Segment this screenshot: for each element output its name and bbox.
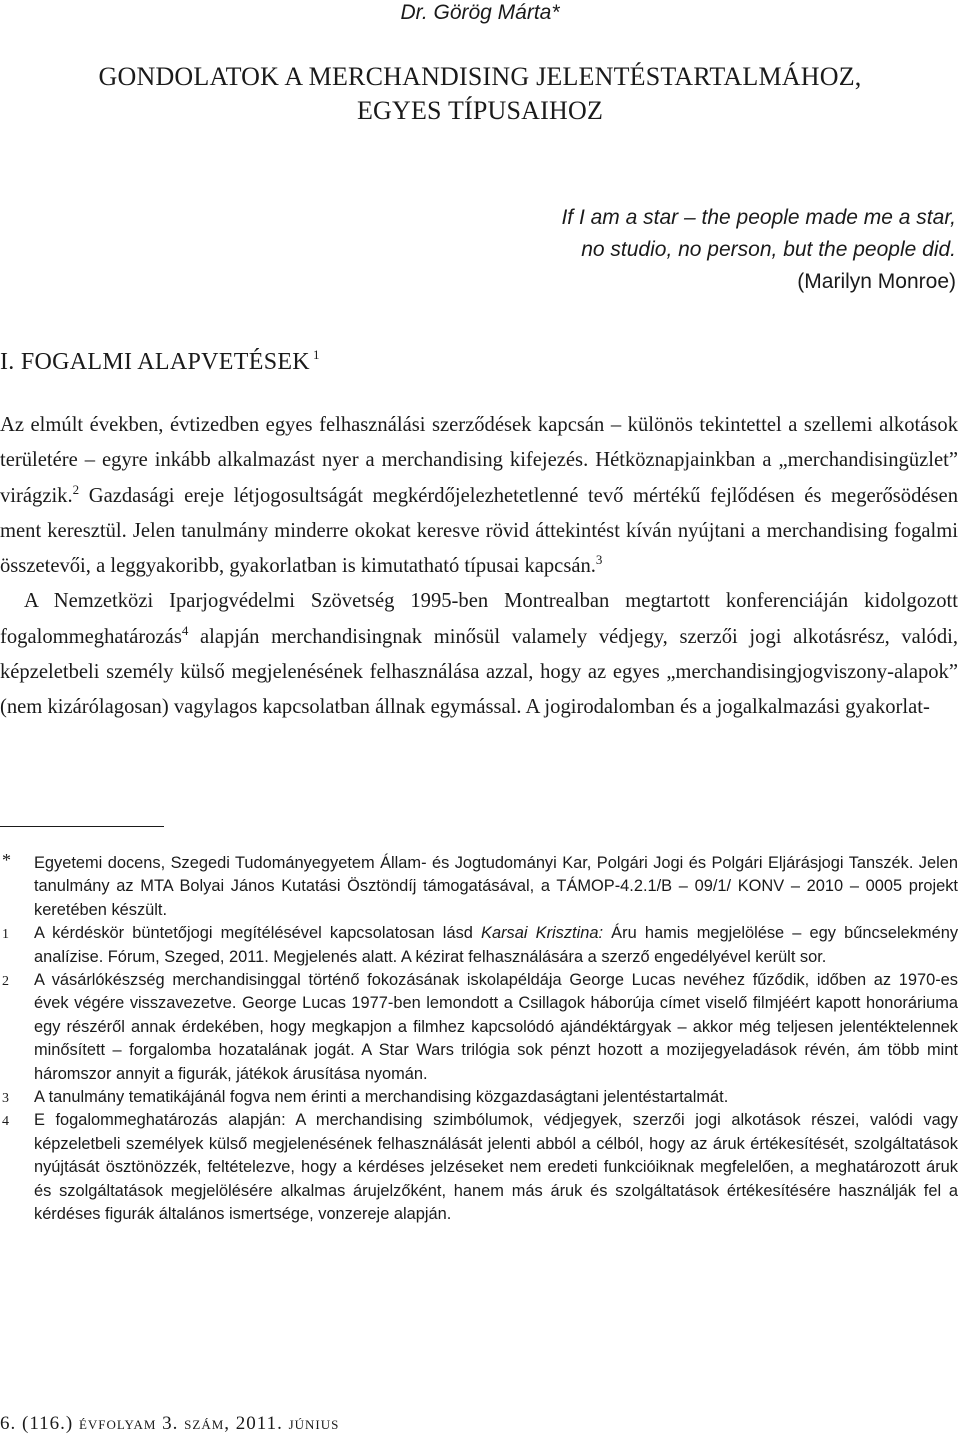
- epigraph-line-2: no studio, no person, but the people did.: [581, 238, 956, 261]
- section-heading-text: I. FOGALMI ALAPVETÉSEK: [0, 349, 310, 375]
- paragraph-1-part-2: Gazdasági ereje létjogosultságát megkérdőjelezhetetlenné tevő mértékű fejlődésen és megerősödésen ment keresztül. Jelen tanulmány minderre okokat keresve rövid áttekintést kíván nyújtani a merchandising fogalmi összetevői, a leggyakoribb, gyakorlatban is kimutatható típusai kapcsán.: [0, 484, 958, 578]
- footnote-3: [0, 1086, 958, 1109]
- footnote-text-part: A kérdéskör büntetőjogi megítélésével kapcsolatosan lásd: [34, 924, 482, 943]
- article-title-line-2: EGYES TÍPUSAIHOZ: [356, 96, 604, 125]
- author-name: Dr. Görög Márta*: [400, 1, 560, 24]
- paragraph-1: [0, 408, 958, 584]
- footnote-ref-2: 2: [72, 481, 80, 497]
- paragraph-2: [0, 584, 958, 725]
- footnote-mark: 3: [2, 1091, 9, 1107]
- footnote-author: [0, 852, 958, 922]
- footnote-mark: 4: [2, 1114, 9, 1130]
- footnote-text: E fogalommeghatározás alapján: A merchandising szimbólumok, védjegyek, szerzői jogi alkotások részei, valódi vagy képzeletbeli személyek külső megjelenésének felhasználását jelenti abból a célból, hogy az áruk értékesítését, szolgáltatások nyújtását ösztönözzék, feltételezve, hogy a kérdéses jelzéseket nem eredeti funkcióiknak megfelelően, a meghatározott áruk és szolgáltatások megjelölésére alkalmas árujelzőként, hanem más áruk és szolgáltatások értékesítésére használják fel a kérdéses figurák általános ismertsége, vonzereje alapján.: [34, 1111, 958, 1224]
- section-heading: [0, 340, 320, 377]
- footnote-ref-4: 4: [181, 622, 189, 638]
- epigraph: [561, 202, 956, 298]
- paragraph-1-part-1: Az elmúlt években, évtizedben egyes felhasználási szerződések kapcsán – különös tekintettel a szellemi alkotások területére – egyre inkább alkalmazást nyer a merchandising kifejezés. Hétköznapjainkban a „merchandisingüzlet” virágzik.: [0, 414, 958, 507]
- footnote-mark: *: [2, 850, 11, 870]
- paragraph-2-part-2: alapján merchandisingnak minősül valamely védjegy, szerzői jogi alkotásrész, valódi, képzeletbeli személy külső megjelenésének felhasználása azzal, hogy az egyes „merchandisingjogviszony-alapok” (nem kizárólagosan) vagylagos kapcsolatban állnak egymással. A jogirodalomban és a jogalkalmazási gyakorlat-: [0, 625, 958, 719]
- footnote-separator: [0, 826, 164, 827]
- footnote-text: A vásárlókészség merchandisinggal történő fokozásának iskolapéldája George Lucas nevéhez fűződik, időben az 1970-es évek végére visszavezetve. George Lucas 1977-ben lemondott a Csillagok háborúja címet viselő filmjéért kapott honoráriuma egy részéről annak érdekében, hogy megkapjon a filmhez kapcsolódó ajándéktárgyak – akkor még teljesen jelentéktelennek minősített – forgalomba hozatalának jogát. A Star Wars trilógia sok pénzt hozott a mozijegyeladások révén, ám több mint háromszor annyit a figurák, játékok árusítása nyomán.: [34, 971, 958, 1083]
- footnote-text: Egyetemi docens, Szegedi Tudományegyetem Állam- és Jogtudományi Kar, Polgári Jogi és Polgári Eljárásjogi Tanszék. Jelen tanulmány az MTA Bolyai János Kutatási Ösztöndíj támogatásával, a TÁMOP-4.2.1/B – 09/1/ KONV – 2010 – 0005 projekt keretében készült.: [34, 854, 958, 919]
- footnote-mark: 2: [2, 974, 9, 990]
- footnote-text: A tanulmány tematikájánál fogva nem érinti a merchandising közgazdaságtani jelentéstartalmát.: [34, 1088, 729, 1107]
- epigraph-attribution: (Marilyn Monroe): [797, 270, 956, 293]
- section-heading-footnote-ref: 1: [312, 347, 320, 362]
- footnote-text: [34, 922, 958, 969]
- epigraph-line-1: If I am a star – the people made me a star,: [561, 206, 956, 229]
- footnotes: [0, 852, 958, 1227]
- footnote-ref-3: 3: [595, 552, 603, 568]
- paragraph-2-part-1: A Nemzetközi Iparjogvédelmi Szövetség 1995-ben Montrealban megtartott konferenciáján kidolgozott fogalommeghatározás: [0, 590, 958, 648]
- footnote-4: [0, 1109, 958, 1226]
- footnote-2: [0, 969, 958, 1086]
- footnote-mark: 1: [2, 927, 9, 943]
- journal-issue-footer: 6. (116.) évfolyam 3. szám, 2011. június: [0, 1413, 340, 1434]
- body-text: [0, 408, 958, 726]
- footnote-1: [0, 922, 958, 969]
- article-title-line-1: GONDOLATOK A MERCHANDISING JELENTÉSTARTALMÁHOZ,: [98, 62, 862, 91]
- footnote-text-part: Áru hamis megjelölése – egy bűncselekmény analízise. Fórum, Szeged, 2011. Megjelenés alatt. A kézirat felhasználására a szerző engedélyével került sor.: [34, 924, 959, 966]
- article-title: [0, 60, 960, 128]
- footnote-cited-author: Karsai Krisztina:: [481, 924, 604, 943]
